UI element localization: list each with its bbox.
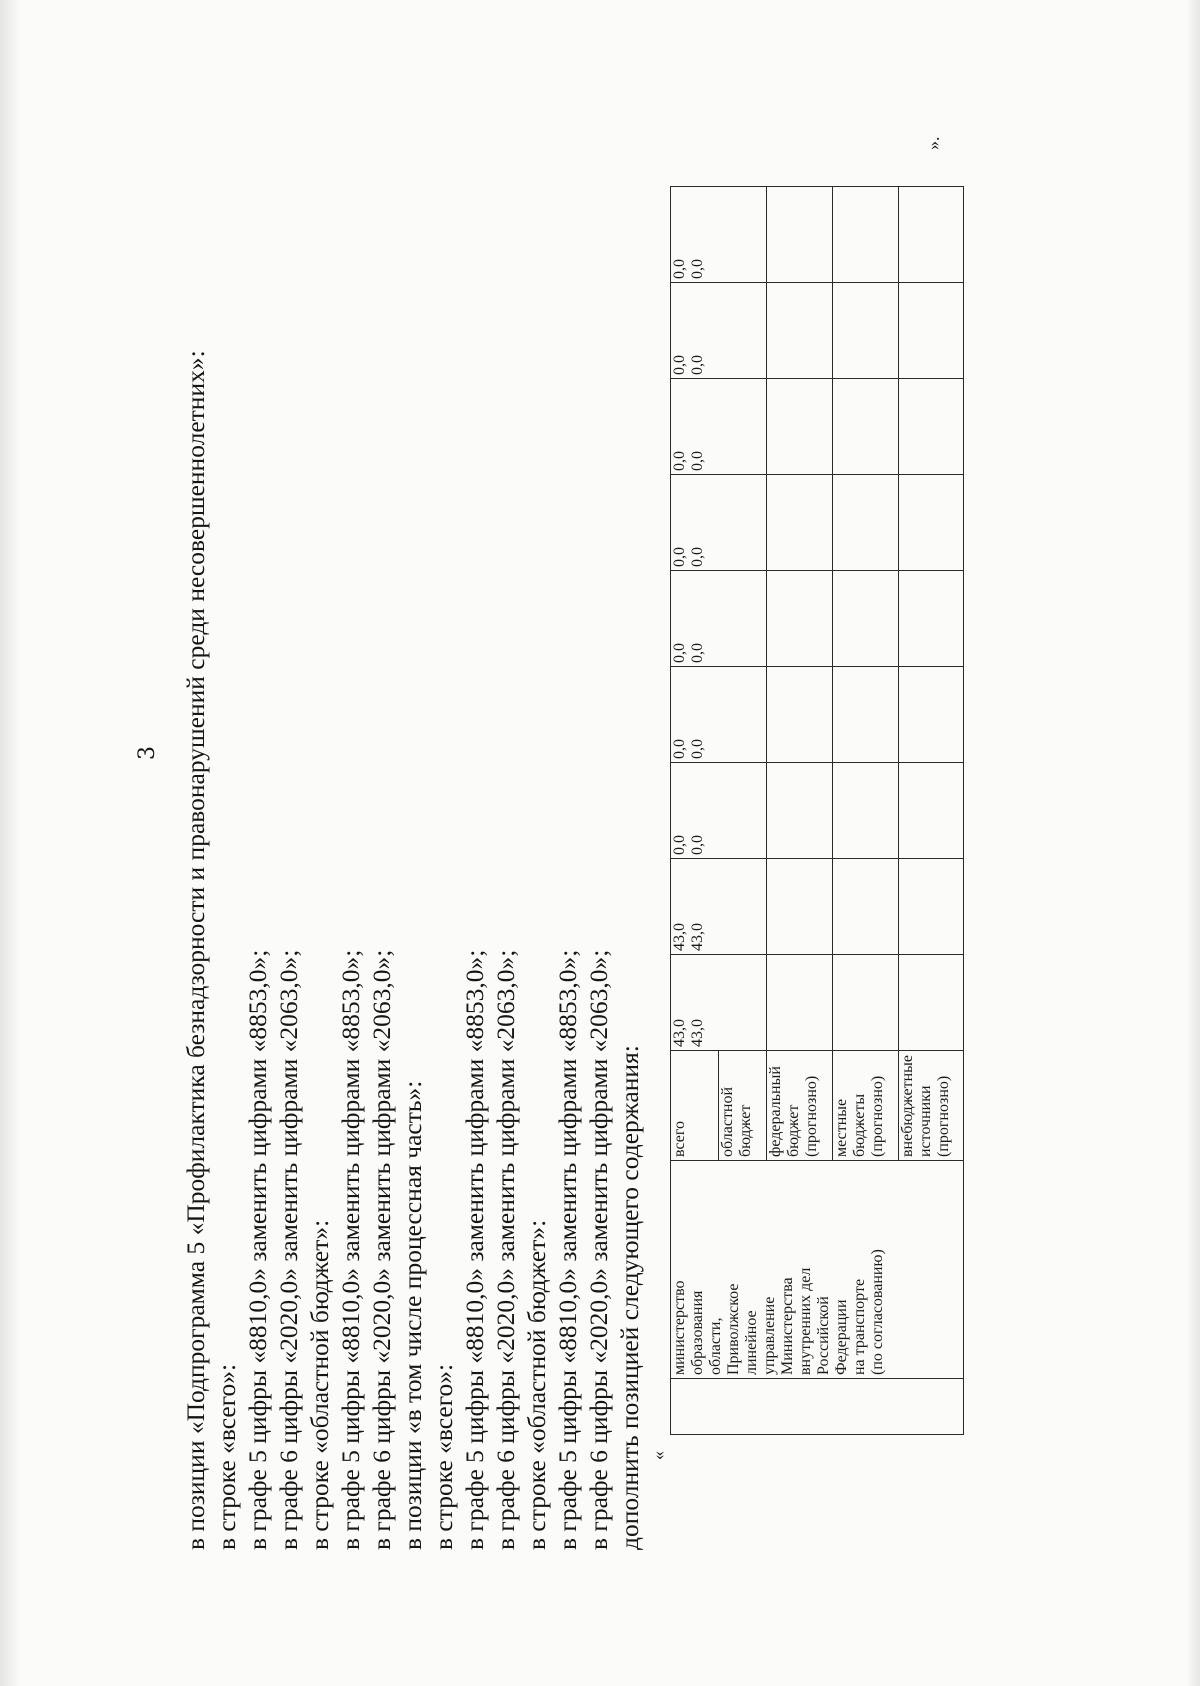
source-line: всего bbox=[671, 1120, 688, 1157]
value-cell bbox=[899, 571, 964, 667]
value-cell bbox=[767, 667, 833, 763]
instruction-line: в строке «областной бюджет»: bbox=[305, 1219, 334, 1550]
value-cell bbox=[899, 475, 964, 571]
value-cell bbox=[899, 859, 964, 955]
value-text: 0,0 bbox=[689, 739, 706, 759]
value-text: 0,0 bbox=[671, 547, 688, 567]
scan-edge bbox=[1186, 0, 1200, 1686]
value-cell bbox=[671, 859, 767, 955]
value-cell bbox=[671, 283, 767, 379]
source-line: бюджет bbox=[785, 1104, 802, 1157]
value-cell bbox=[833, 379, 899, 475]
value-cell bbox=[833, 187, 899, 283]
source-cell bbox=[899, 1051, 964, 1161]
executor-line: Приволжское bbox=[725, 1283, 742, 1375]
value-text: 43,0 bbox=[671, 1019, 688, 1047]
value-cell bbox=[767, 187, 833, 283]
number-cell bbox=[671, 1379, 964, 1435]
value-text: 0,0 bbox=[689, 259, 706, 279]
value-cell bbox=[767, 283, 833, 379]
instruction-line: в строке «областной бюджет»: bbox=[522, 1219, 551, 1550]
instruction-line: в графе 6 цифры «2020,0» заменить цифрами «2063,0»; bbox=[491, 949, 520, 1550]
value-cell bbox=[899, 763, 964, 859]
executor-line: Федерации bbox=[833, 1299, 850, 1375]
value-cell bbox=[899, 187, 964, 283]
value-cell bbox=[833, 859, 899, 955]
executor-line: области, bbox=[707, 1317, 724, 1375]
value-text: 0,0 bbox=[689, 451, 706, 471]
executor-cell bbox=[671, 1161, 964, 1379]
instruction-line: в графе 5 цифры «8810,0» заменить цифрами «8853,0»; bbox=[336, 949, 365, 1550]
executor-line: Министерства bbox=[779, 1277, 796, 1375]
executor-line: образования bbox=[689, 1290, 706, 1375]
instruction-line: в графе 5 цифры «8810,0» заменить цифрами «8853,0»; bbox=[460, 949, 489, 1550]
value-text: 0,0 bbox=[671, 355, 688, 375]
value-cell bbox=[833, 283, 899, 379]
source-cell bbox=[719, 1051, 767, 1161]
value-cell bbox=[671, 187, 767, 283]
table-row bbox=[671, 187, 719, 1435]
value-text: 0,0 bbox=[689, 643, 706, 663]
executor-line: внутренних дел bbox=[797, 1267, 814, 1375]
closing-quote: » . bbox=[923, 137, 944, 151]
source-line: (прогнозно) bbox=[803, 1075, 820, 1157]
value-cell bbox=[671, 571, 767, 667]
value-cell bbox=[767, 475, 833, 571]
instruction-line: в позиции «Подпрограмма 5 «Профилактика безнадзорности и правонарушений среди несовершеннолетних»: bbox=[181, 350, 210, 1550]
instruction-line: в графе 6 цифры «2020,0» заменить цифрами «2063,0»; bbox=[274, 949, 303, 1550]
value-text: 43,0 bbox=[689, 923, 706, 951]
rotated-page bbox=[0, 60, 1000, 1560]
opening-quote: « bbox=[648, 1451, 668, 1460]
amendment-instructions bbox=[180, 350, 645, 1550]
instruction-line: в позиции «в том числе процессная часть»: bbox=[398, 1080, 427, 1550]
value-text: 0,0 bbox=[671, 643, 688, 663]
source-line: областной bbox=[719, 1086, 736, 1157]
executor-line: на транспорте bbox=[851, 1278, 868, 1375]
value-text: 0,0 bbox=[671, 259, 688, 279]
value-cell bbox=[899, 955, 964, 1051]
value-cell bbox=[833, 667, 899, 763]
instruction-line: в графе 5 цифры «8810,0» заменить цифрами «8853,0»; bbox=[243, 949, 272, 1550]
executor-line: управление bbox=[761, 1296, 778, 1375]
value-cell bbox=[899, 379, 964, 475]
value-cell bbox=[767, 859, 833, 955]
value-cell bbox=[899, 667, 964, 763]
source-line: местные bbox=[833, 1098, 850, 1157]
value-cell bbox=[671, 955, 767, 1051]
value-cell bbox=[767, 955, 833, 1051]
instruction-line: в графе 6 цифры «2020,0» заменить цифрами «2063,0»; bbox=[367, 949, 396, 1550]
instruction-line: дополнить позицией следующего содержания: bbox=[615, 1045, 644, 1550]
executor-line: линейное bbox=[743, 1310, 760, 1375]
instruction-line: в графе 5 цифры «8810,0» заменить цифрами «8853,0»; bbox=[553, 949, 582, 1550]
source-line: (прогнозно) bbox=[869, 1075, 886, 1157]
source-line: бюджет bbox=[737, 1104, 754, 1157]
instruction-line: в строке «всего»: bbox=[429, 1363, 458, 1550]
source-cell bbox=[671, 1051, 719, 1161]
source-line: внебюджетные bbox=[899, 1055, 916, 1157]
source-line: (прогнозно) bbox=[935, 1075, 952, 1157]
instruction-line: в строке «всего»: bbox=[212, 1363, 241, 1550]
value-cell bbox=[833, 475, 899, 571]
executor-line: министерство bbox=[671, 1280, 688, 1375]
value-cell bbox=[767, 571, 833, 667]
value-cell bbox=[899, 283, 964, 379]
value-cell bbox=[833, 763, 899, 859]
value-text: 0,0 bbox=[689, 355, 706, 375]
funding-table bbox=[670, 186, 964, 1435]
value-text: 0,0 bbox=[689, 835, 706, 855]
value-text: 0,0 bbox=[689, 547, 706, 567]
value-text: 43,0 bbox=[689, 1019, 706, 1047]
value-cell bbox=[671, 667, 767, 763]
value-text: 0,0 bbox=[671, 739, 688, 759]
value-cell bbox=[671, 379, 767, 475]
source-cell bbox=[767, 1051, 833, 1161]
value-text: 43,0 bbox=[671, 923, 688, 951]
value-cell bbox=[671, 475, 767, 571]
source-line: бюджеты bbox=[851, 1093, 868, 1157]
value-text: 0,0 bbox=[671, 451, 688, 471]
executor-line: Российской bbox=[815, 1296, 832, 1375]
value-cell bbox=[833, 571, 899, 667]
value-text: 0,0 bbox=[671, 835, 688, 855]
executor-line: (по согласованию) bbox=[869, 1249, 886, 1375]
value-cell bbox=[833, 955, 899, 1051]
value-cell bbox=[671, 763, 767, 859]
source-line: федеральный bbox=[767, 1066, 784, 1157]
value-cell bbox=[767, 763, 833, 859]
page-number: 3 bbox=[135, 746, 160, 760]
source-cell bbox=[833, 1051, 899, 1161]
value-cell bbox=[767, 379, 833, 475]
instruction-line: в графе 6 цифры «2020,0» заменить цифрами «2063,0»; bbox=[584, 949, 613, 1550]
source-line: источники bbox=[917, 1085, 934, 1157]
